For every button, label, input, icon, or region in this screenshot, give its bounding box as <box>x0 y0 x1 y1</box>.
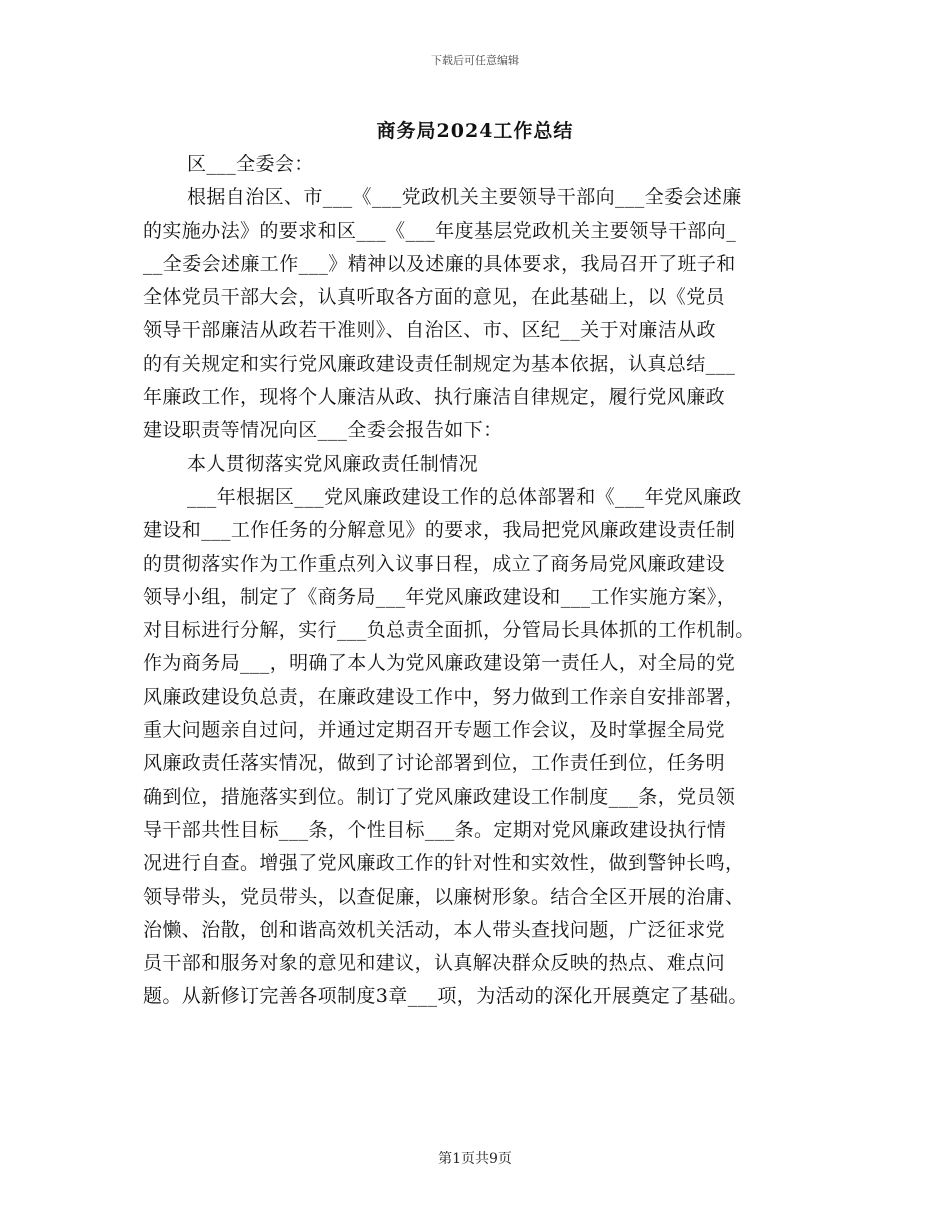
paragraph-line: ___年根据区___党风廉政建设工作的总体部署和《___年党风廉政 <box>187 485 742 508</box>
paragraph-line: 作为商务局___，明确了本人为党风廉政建设第一责任人，对全局的党 <box>143 652 736 675</box>
paragraph-line: 领导带头，党员带头，以查促廉，以廉树形象。结合全区开展的治庸、 <box>143 885 745 908</box>
paragraph-line: 风廉政责任落实情况，做到了讨论部署到位，工作责任到位，任务明 <box>143 752 726 775</box>
paragraph-line: 题。从新修订完善各项制度3章___项，为活动的深化开展奠定了基础。 <box>143 985 748 1008</box>
paragraph-line: 员干部和服务对象的意见和建议，认真解决群众反映的热点、难点问 <box>143 952 726 975</box>
paragraph-line: 全体党员干部大会，认真听取各方面的意见，在此基础上，以《党员 <box>143 286 726 309</box>
paragraph-line: 根据自治区、市___《___党政机关主要领导干部向___全委会述廉 <box>187 186 742 209</box>
header-note: 下载后可任意编辑 <box>431 54 519 67</box>
paragraph-line: 风廉政建设负总责，在廉政建设工作中，努力做到工作亲自安排部署， <box>143 685 745 708</box>
paragraph-line: 导干部共性目标___条，个性目标___条。定期对党风廉政建设执行情 <box>143 818 727 841</box>
paragraph-line: 况进行自查。增强了党风廉政工作的针对性和实效性，做到警钟长鸣， <box>143 852 745 875</box>
paragraph-line: __全委会述廉工作___》精神以及述廉的具体要求，我局召开了班子和 <box>143 252 736 275</box>
paragraph-line: 建设职责等情况向区___全委会报告如下： <box>143 419 503 442</box>
paragraph-line: 确到位，措施落实到位。制订了党风廉政建设工作制度___条，党员领 <box>143 785 736 808</box>
section-heading: 本人贯彻落实党风廉政责任制情况 <box>187 452 479 475</box>
page-number-footer: 第1页共9页 <box>438 1151 512 1167</box>
paragraph-line: 的贯彻落实作为工作重点列入议事日程，成立了商务局党风廉政建设 <box>143 552 726 575</box>
salutation-line: 区___全委会： <box>187 153 314 175</box>
paragraph-line: 领导小组，制定了《商务局___年党风廉政建设和___工作实施方案》， <box>143 585 737 608</box>
paragraph-line: 对目标进行分解，实行___负总责全面抓，分管局长具体抓的工作机制。 <box>143 619 755 642</box>
paragraph-line: 建设和___工作任务的分解意见》的要求，我局把党风廉政建设责任制 <box>143 519 736 542</box>
paragraph-line: 年廉政工作，现将个人廉洁从政、执行廉洁自律规定，履行党风廉政 <box>143 386 726 409</box>
document-title: 商务局2024工作总结 <box>376 120 574 142</box>
paragraph-line: 的实施办法》的要求和区___《___年度基层党政机关主要领导干部向_ <box>143 219 737 242</box>
paragraph-line: 重大问题亲自过问，并通过定期召开专题工作会议，及时掌握全局党 <box>143 719 726 742</box>
document-body <box>143 148 807 1014</box>
paragraph-line: 治懒、治散，创和谐高效机关活动，本人带头查找问题，广泛征求党 <box>143 918 726 941</box>
paragraph-line: 的有关规定和实行党风廉政建设责任制规定为基本依据，认真总结___ <box>143 352 736 375</box>
paragraph-line: 领导干部廉洁从政若干准则》、自治区、市、区纪__关于对廉洁从政 <box>143 319 716 342</box>
